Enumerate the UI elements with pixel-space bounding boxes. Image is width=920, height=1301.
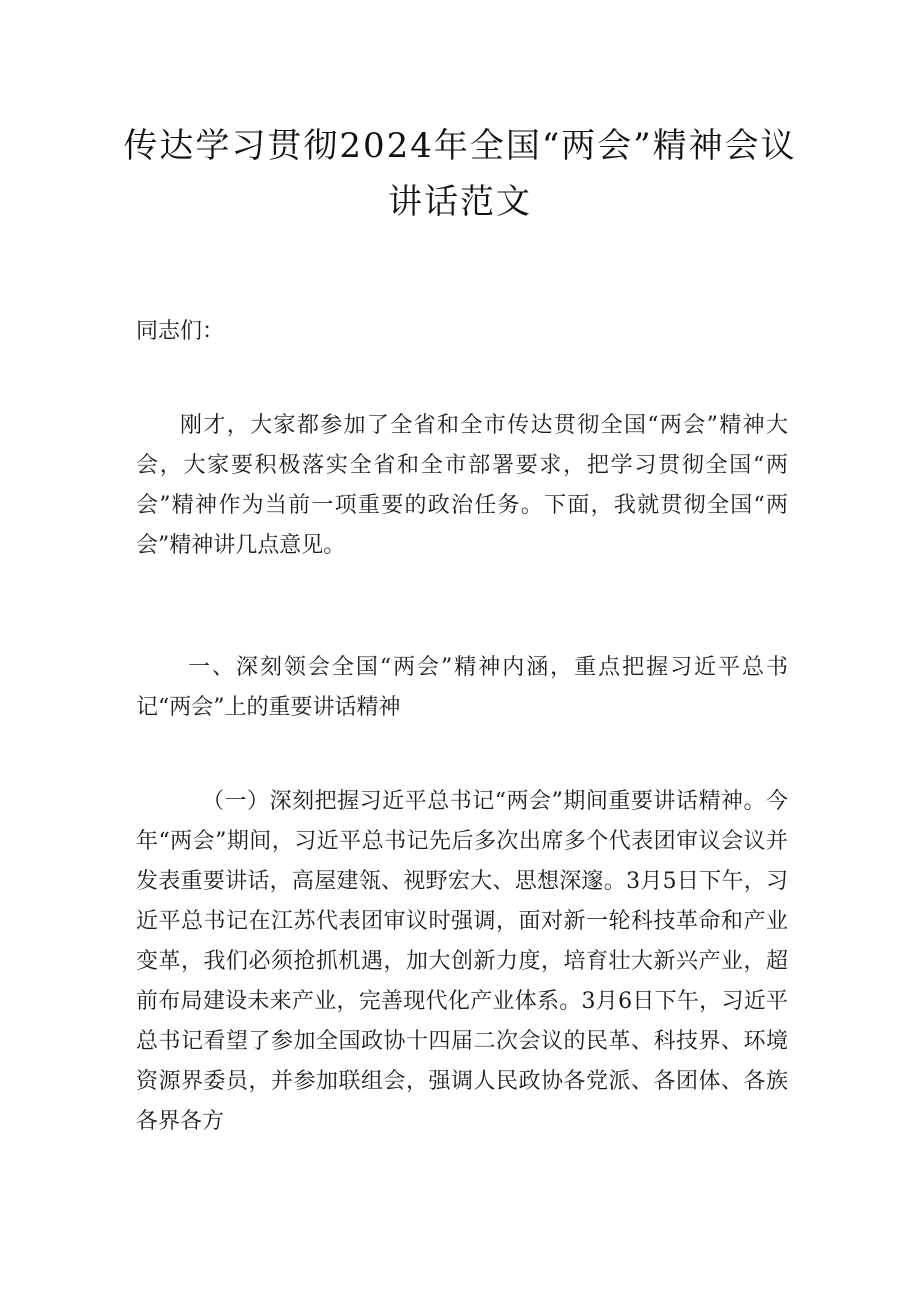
opening-paragraph: 刚才，大家都参加了全省和全市传达贯彻全国“两会”精神大会，大家要积极落实全省和全市部署要求，把学习贯彻全国“两会”精神作为当前一项重要的政治任务。下面，我就贯彻全国“两会”精神讲几点意见。 [136, 413, 788, 558]
subsection-paragraph-1: （一）深刻把握习近平总书记“两会”期间重要讲话精神。今年“两会”期间，习近平总书记先后多次出席多个代表团审议会议并发表重要讲话，高屋建瓴、视野宏大、思想深邃。3月5日下午，习近平总书记在江苏代表团审议时强调，面对新一轮科技革命和产业变革，我们必须抢抓机遇，加大创新力度，培育壮大新兴产业，超前布局建设未来产业，完善现代化产业体系。3月6日下午，习近平总书记看望了参加全国政协十四届二次会议的民革、科技界、环境资源界委员，并参加联组会，强调人民政协各党派、各团体、各族各界各方 [136, 789, 788, 1134]
salutation: 同志们： [136, 319, 225, 344]
document-title: 传达学习贯彻2024年全国“两会”精神会议讲话范文 [123, 126, 797, 222]
section-heading-1: 一、深刻领会全国“两会”精神内涵，重点把握习近平总书记“两会”上的重要讲话精神 [136, 655, 788, 720]
